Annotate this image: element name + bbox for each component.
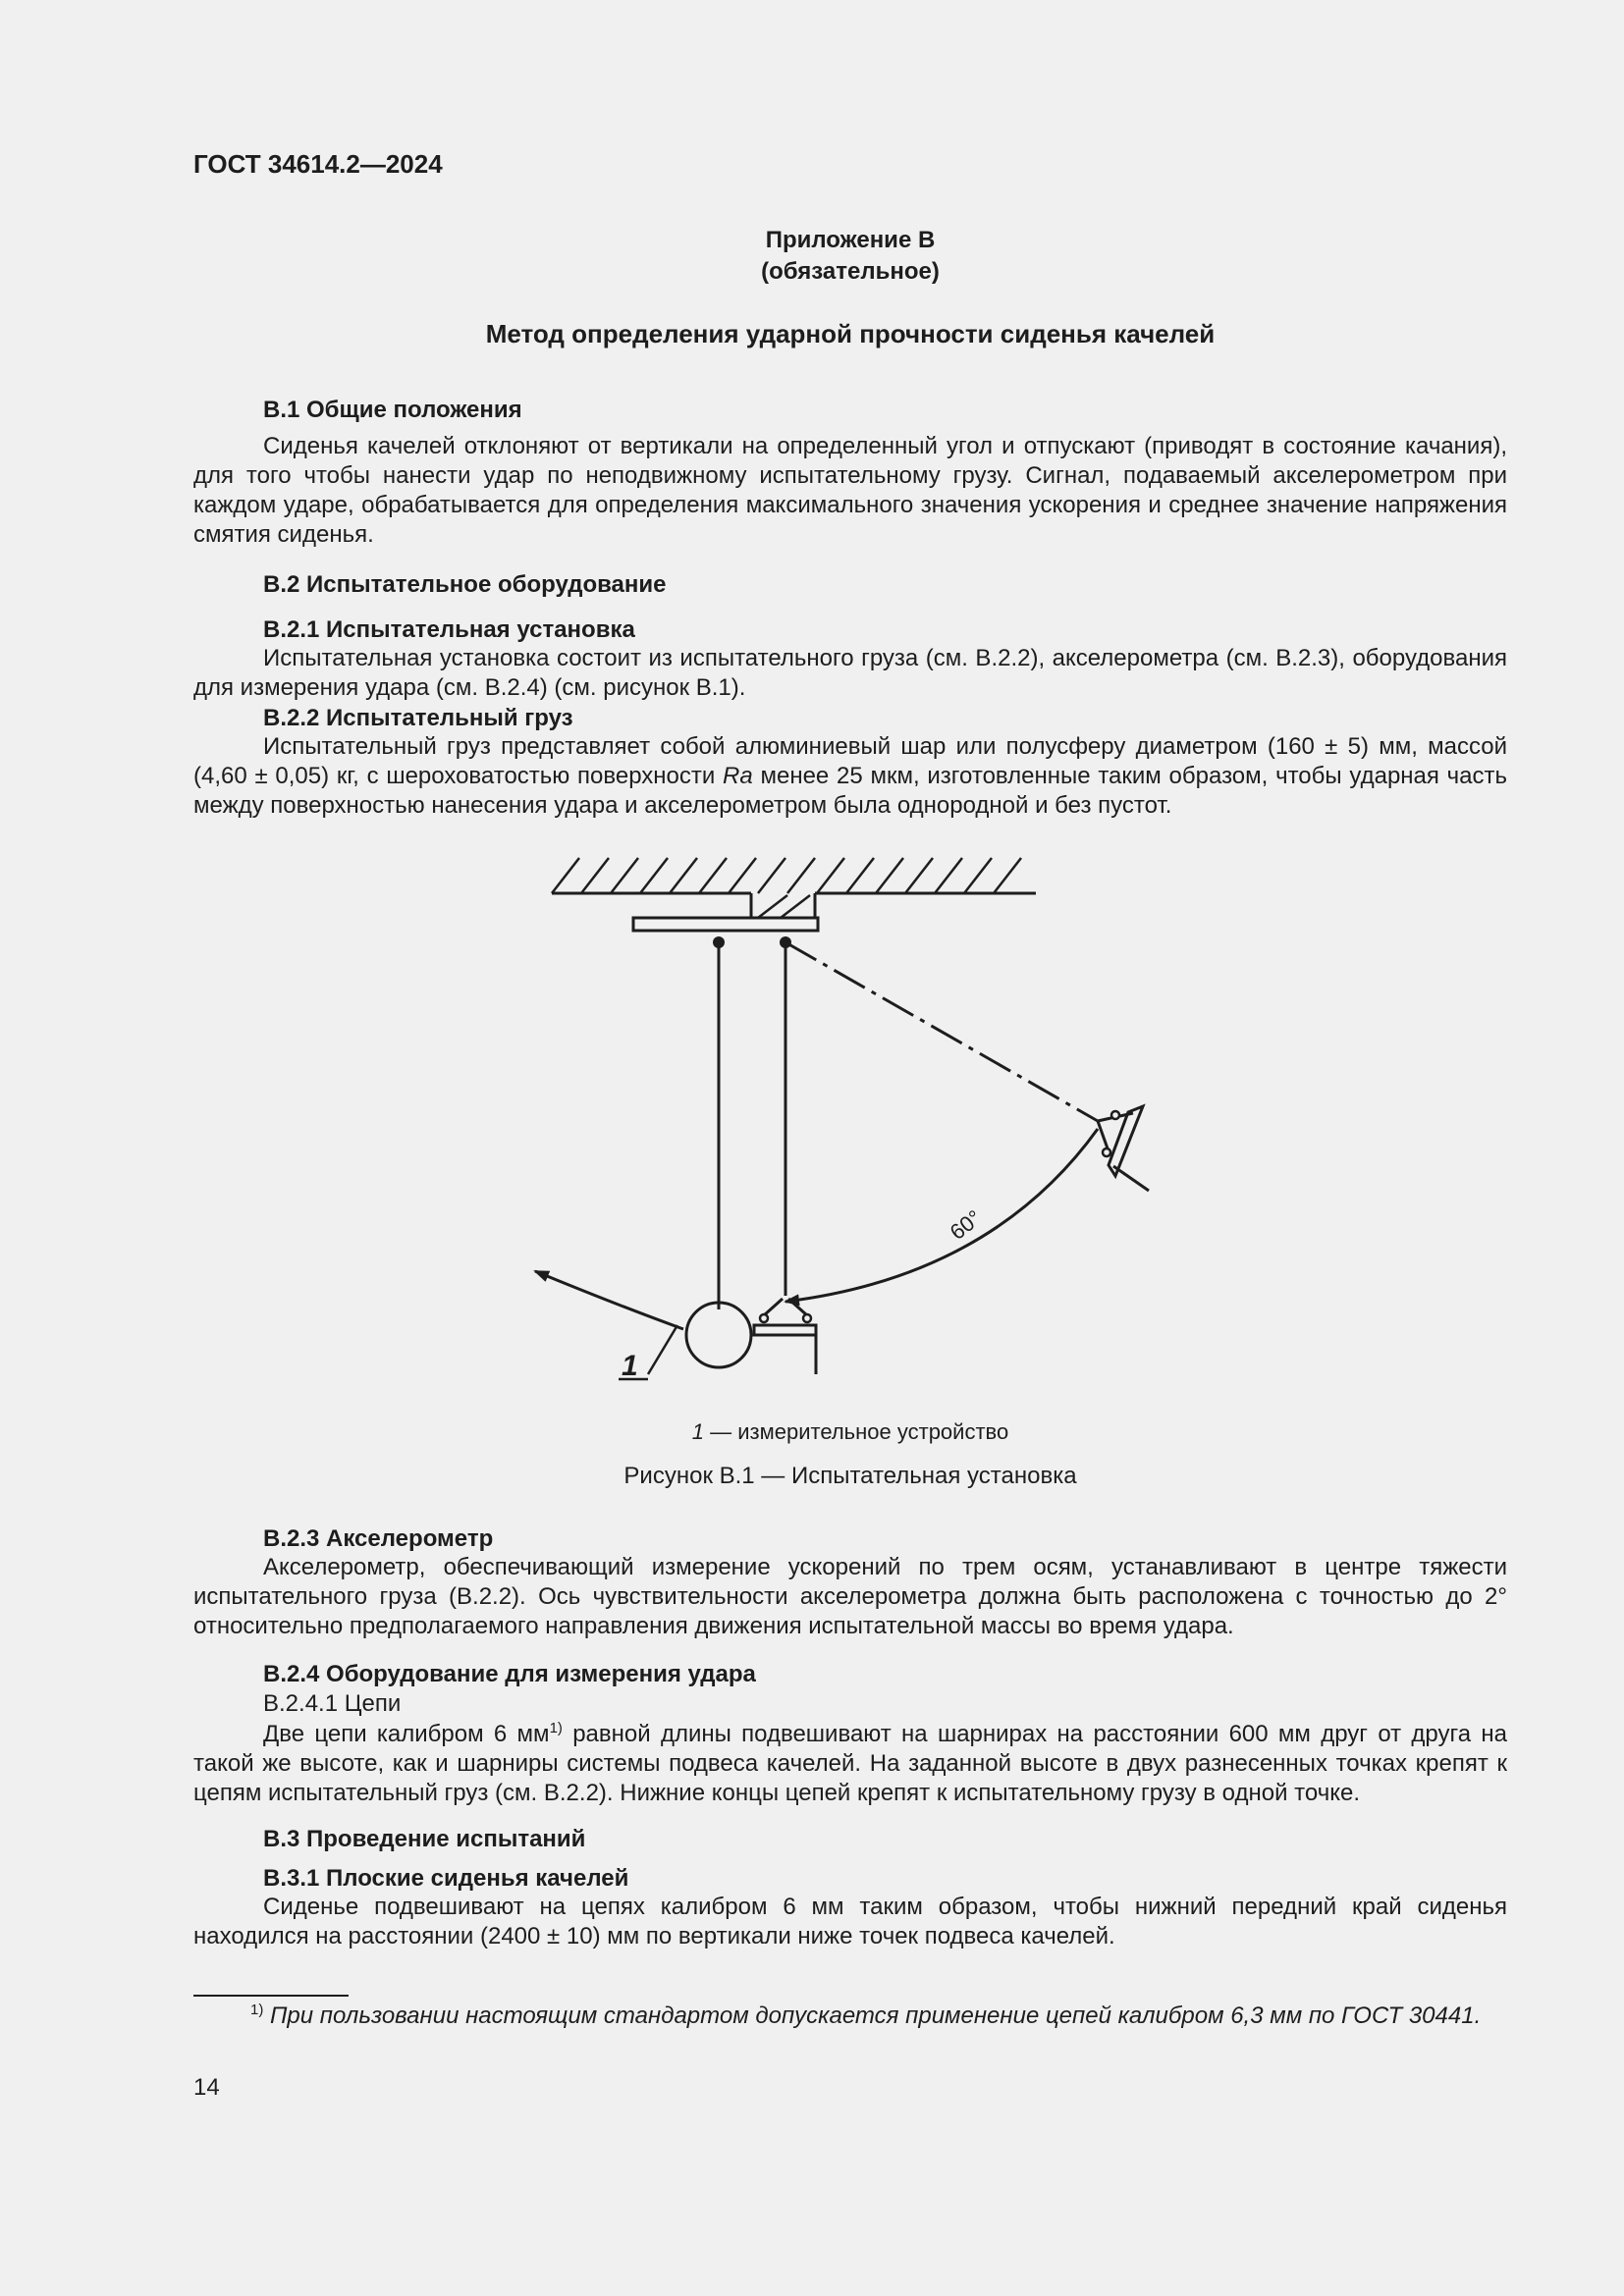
section-b2-heading: В.2 Испытательное оборудование xyxy=(263,571,667,598)
section-b1-text: Сиденья качелей отклоняют от вертикали на определенный угол и отпускают (приводят в состояние качания), для того чтобы нанести удар по неподвижному испытательному грузу. Сигнал, подаваемый акселерометром при каждом ударе, обрабатывается для определения максимального значения ускорения и среднее значение напряжения смятия сиденья. xyxy=(193,433,1507,548)
seat-edge xyxy=(1113,1166,1149,1191)
ceiling-mount xyxy=(751,893,815,918)
item-label: 1 xyxy=(622,1350,638,1382)
annex-name: Метод определения ударной прочности сиденья качелей xyxy=(485,319,1216,348)
seat-link-a xyxy=(1098,1121,1108,1148)
section-b24-heading: В.2.4 Оборудование для измерения удара xyxy=(263,1661,756,1687)
section-b22-text: Испытательный груз представляет собой алюминиевый шар или полусферу диаметром (160 ± 5) мм, массой (4,60 ± 0,05) кг, с шероховатостью поверхности Ra менее 25 мкм, изготовленные таким образом, чтобы ударная часть между поверхностью нанесения удара и акселерометром была однородной и без пустот. xyxy=(193,733,1507,819)
figure-diagram xyxy=(530,844,1218,1394)
figure-legend: 1 — измерительное устройство xyxy=(691,1419,1009,1444)
joints xyxy=(760,1111,1119,1322)
section-b3-heading: В.3 Проведение испытаний xyxy=(263,1826,586,1852)
page-number: 14 xyxy=(193,2074,220,2101)
test-ball xyxy=(686,1303,751,1367)
device-plate xyxy=(754,1325,816,1335)
document-code: ГОСТ 34614.2—2024 xyxy=(193,149,443,179)
section-b23-text: Акселерометр, обеспечивающий измерение ускорений по трем осям, устанавливают в центре тяжести испытательного груза (В.2.2). Ось чувствительности акселерометра должна быть расположена с точностью до 2° относительно предполагаемого направления движения испытательной массы во время удара. xyxy=(193,1554,1507,1639)
footnote: $^{1)}$ При пользовании настоящим стандартом допускается применение цепей калибром 6,3 мм по ГОСТ 30441. xyxy=(250,2002,1482,2029)
section-b31-text: Сиденье подвешивают на цепях калибром 6 мм таким образом, чтобы нижний передний край сиденья находился на расстоянии (2400 ± 10) мм по вертикали ниже точек подвеса качелей. xyxy=(193,1894,1507,1949)
section-b21-text: Испытательная установка состоит из испытательного груза (см. В.2.2), акселерометра (см. В.2.3), оборудования для измерения удара (см. В.2.4) (см. рисунок В.1). xyxy=(193,645,1507,701)
figure-caption: Рисунок В.1 — Испытательная установка xyxy=(623,1463,1077,1489)
section-b1-heading: В.1 Общие положения xyxy=(263,397,522,423)
section-b21-heading: В.2.1 Испытательная установка xyxy=(263,616,635,643)
device-link-left xyxy=(764,1299,783,1315)
angle-arc xyxy=(785,1129,1098,1302)
section-b241-text: Две цепи калибром 6 $мм^{1)}$ равной длины подвешивают на шарнирах на расстоянии 600 мм друг от друга на такой же высоте, как и шарниры системы подвеса качелей. На заданной высоте в двух разнесенных точках крепят к цепям испытательный груз (см. В.2.2). Нижние концы цепей крепят к испытательному грузу в одной точке. xyxy=(193,1720,1507,1806)
hanger-bar xyxy=(633,918,818,931)
section-b23-heading: В.2.3 Акселерометр xyxy=(263,1525,494,1552)
label-leader xyxy=(648,1325,677,1374)
figure-test-setup xyxy=(530,844,1218,1394)
return-arc xyxy=(535,1271,683,1329)
section-b241-heading: В.2.4.1 Цепи xyxy=(263,1690,402,1717)
ceiling-hatching xyxy=(552,858,1021,918)
swing-line xyxy=(785,942,1098,1121)
annex-title: Приложение В xyxy=(765,227,936,253)
section-b22-heading: В.2.2 Испытательный груз xyxy=(263,705,573,731)
angle-label: 60° xyxy=(945,1204,987,1245)
footnote-rule xyxy=(193,1995,349,1997)
annex-status: (обязательное) xyxy=(761,258,940,285)
pivots xyxy=(713,936,791,948)
section-b31-heading: В.3.1 Плоские сиденья качелей xyxy=(263,1865,629,1892)
